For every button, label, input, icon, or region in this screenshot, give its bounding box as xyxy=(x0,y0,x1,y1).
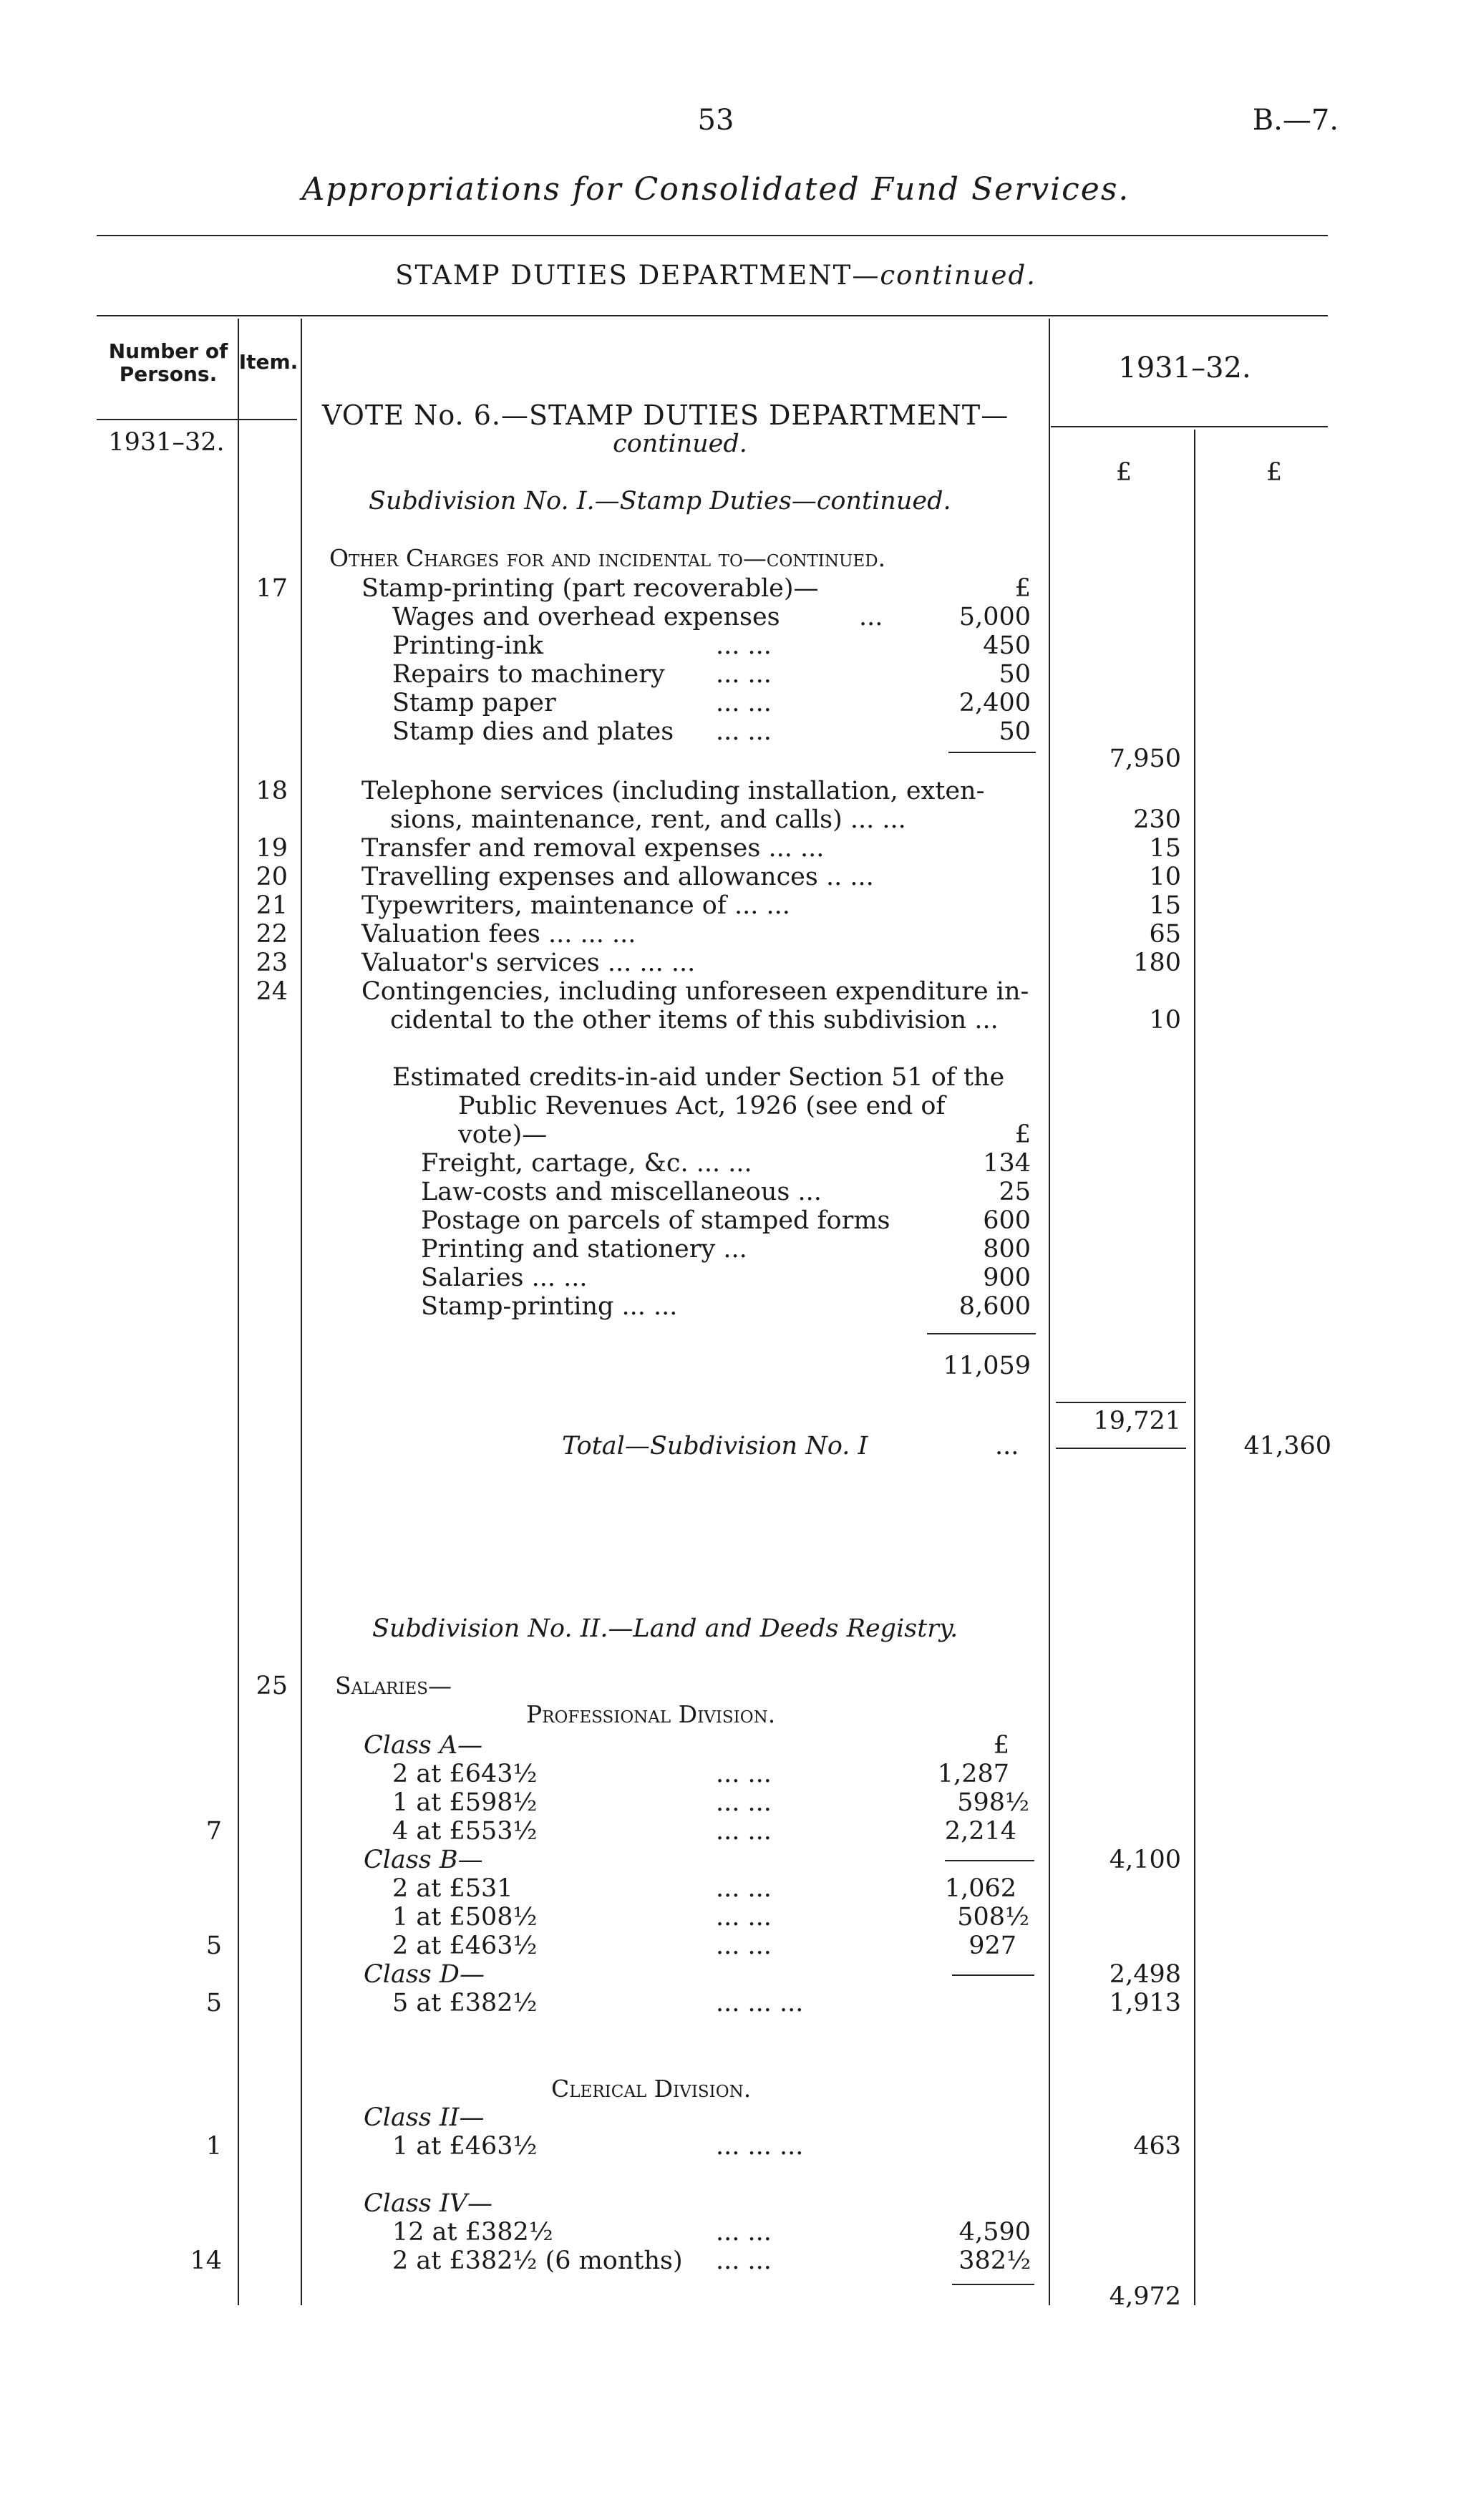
salary-amount: 4,590 xyxy=(958,2218,1031,2247)
credit-text: Law-costs and miscellaneous ... xyxy=(421,1178,822,1206)
class-heading: Class B— xyxy=(364,1846,483,1874)
line-text: Stamp paper xyxy=(392,689,556,717)
line-text: Repairs to machinery xyxy=(392,660,665,689)
other-charges-heading: Other Charges for and incidental to—continued. xyxy=(329,544,886,572)
class-rule xyxy=(945,1860,1034,1861)
class-rule xyxy=(952,2284,1034,2285)
line-dots: ... ... xyxy=(716,631,772,660)
class-rule xyxy=(952,1974,1034,1976)
class-heading: Class D— xyxy=(364,1960,485,1989)
item-text: Transfer and removal expenses ... ... xyxy=(361,834,825,863)
year-header-rule xyxy=(1051,426,1328,427)
line-amount: 450 xyxy=(983,631,1031,660)
subdivision-2-title: Subdivision No. II.—Land and Deeds Registry. xyxy=(372,1614,958,1643)
credit-text: Printing and stationery ... xyxy=(421,1235,747,1264)
subtotal-rule xyxy=(1056,1402,1186,1403)
item-total: 15 xyxy=(1149,834,1181,863)
class-heading: Class A— xyxy=(364,1731,483,1760)
item-total: 10 xyxy=(1149,863,1181,891)
item-text: Contingencies, including unforeseen expenditure in- xyxy=(361,977,1029,1006)
line-amount: 5,000 xyxy=(958,603,1031,631)
item-total: 65 xyxy=(1149,920,1181,949)
item-text-continued: cidental to the other items of this subdivision ... xyxy=(390,1006,999,1034)
credits-intro: Public Revenues Act, 1926 (see end of xyxy=(458,1092,946,1120)
salary-dots: ... ... xyxy=(716,2247,772,2275)
credit-amount: 8,600 xyxy=(958,1292,1031,1321)
line-text: Printing-ink xyxy=(392,631,543,660)
header-rule xyxy=(97,235,1328,236)
salaries-heading: Salaries— xyxy=(335,1672,452,1700)
item-column-left-rule xyxy=(238,319,239,2305)
salary-dots: ... ... xyxy=(716,2218,772,2247)
item-number: 18 xyxy=(256,777,288,805)
salary-dots: ... ... xyxy=(716,1903,772,1932)
salary-line: 1 at £508½ xyxy=(392,1903,538,1932)
salary-amount: 1,062 xyxy=(944,1874,1016,1903)
salary-amount: 382½ xyxy=(958,2247,1031,2275)
item-number: 22 xyxy=(256,920,288,949)
item-total: 15 xyxy=(1149,891,1181,920)
persons-year: 1931–32. xyxy=(108,428,225,457)
credit-text: Postage on parcels of stamped forms xyxy=(421,1206,890,1235)
line-text: Stamp dies and plates xyxy=(392,717,674,746)
credit-amount: 800 xyxy=(983,1235,1031,1264)
subtotal-rule xyxy=(1056,1448,1186,1449)
line-text: Wages and overhead expenses xyxy=(392,603,780,631)
subdivision-1-subtotal: 19,721 xyxy=(1093,1407,1181,1435)
amount-column-middle-rule xyxy=(1194,430,1195,2305)
line-amount: 50 xyxy=(999,660,1031,689)
credits-intro: vote)— xyxy=(458,1120,548,1149)
salary-amount: 508½ xyxy=(957,1903,1029,1932)
amount-column-left-rule xyxy=(1049,319,1050,2305)
item-column-header: Item. xyxy=(238,350,298,374)
persons-count: 5 xyxy=(205,1932,222,1960)
item-number: 24 xyxy=(256,977,288,1006)
salary-amount: 598½ xyxy=(957,1788,1029,1817)
persons-column-header: Number of Persons. xyxy=(108,339,228,386)
line-amount: 2,400 xyxy=(958,689,1031,717)
credit-text: Salaries ... ... xyxy=(421,1264,588,1292)
vote-heading: VOTE No. 6.—STAMP DUTIES DEPARTMENT— xyxy=(322,399,1009,431)
item-total: 180 xyxy=(1133,949,1181,977)
subtotal-rule xyxy=(948,752,1036,753)
pound-sign: £ xyxy=(1014,1120,1031,1149)
credit-text: Freight, cartage, &c. ... ... xyxy=(421,1149,752,1178)
credit-amount: 134 xyxy=(983,1149,1031,1178)
salary-dots: ... ... xyxy=(716,1874,772,1903)
class-heading: Class II— xyxy=(364,2103,485,2132)
salary-dots: ... ... xyxy=(716,1760,772,1788)
page-number: 53 xyxy=(697,104,734,137)
year-column-header: 1931–32. xyxy=(1118,352,1251,384)
credits-rule xyxy=(927,1333,1036,1334)
table-top-rule xyxy=(97,315,1328,316)
professional-division-heading: Professional Division. xyxy=(526,1700,776,1728)
salary-dots: ... ... xyxy=(716,1817,772,1846)
persons-count: 14 xyxy=(190,2247,222,2275)
item-text: Typewriters, maintenance of ... ... xyxy=(361,891,790,920)
credit-amount: 600 xyxy=(983,1206,1031,1235)
class-total: 463 xyxy=(1133,2132,1181,2161)
persons-header-rule xyxy=(97,419,297,420)
line-dots: ... ... xyxy=(716,689,772,717)
persons-count: 7 xyxy=(205,1817,222,1846)
salary-line: 1 at £463½ xyxy=(392,2132,538,2161)
salary-dots: ... ... ... xyxy=(716,1989,804,2017)
salary-amount: 1,287 xyxy=(937,1760,1009,1788)
page-reference: B.—7. xyxy=(1252,104,1339,137)
item-text: Travelling expenses and allowances .. ... xyxy=(361,863,874,891)
salary-dots: ... ... xyxy=(716,1932,772,1960)
persons-count: 5 xyxy=(205,1989,222,2017)
department-title: STAMP DUTIES DEPARTMENT—continued. xyxy=(395,260,1037,291)
item-text: Telephone services (including installation, exten- xyxy=(361,777,985,805)
class-total: 4,100 xyxy=(1109,1846,1181,1874)
line-dots: ... ... xyxy=(716,717,772,746)
salary-line: 2 at £382½ (6 months) xyxy=(392,2247,683,2275)
salary-line: 12 at £382½ xyxy=(392,2218,553,2247)
subdivision-1-title: Subdivision No. I.—Stamp Duties—continued. xyxy=(369,487,951,515)
line-dots: ... xyxy=(859,603,883,631)
item-number: 25 xyxy=(256,1672,288,1700)
credit-text: Stamp-printing ... ... xyxy=(421,1292,678,1321)
item-text-continued: sions, maintenance, rent, and calls) ... ... xyxy=(390,805,906,834)
clerical-division-heading: Clerical Division. xyxy=(551,2075,752,2103)
line-dots: ... ... xyxy=(716,660,772,689)
persons-count: 1 xyxy=(205,2132,222,2161)
class-heading: Class IV— xyxy=(364,2189,492,2218)
credits-total: 11,059 xyxy=(943,1352,1031,1380)
credit-amount: 900 xyxy=(983,1264,1031,1292)
salary-line: 2 at £463½ xyxy=(392,1932,538,1960)
salary-line: 4 at £553½ xyxy=(392,1817,538,1846)
total-subdivision-1-label: Total—Subdivision No. I xyxy=(562,1432,868,1460)
salary-line: 2 at £531 xyxy=(392,1874,513,1903)
vote-continued: continued. xyxy=(613,430,747,458)
item-number: 19 xyxy=(256,834,288,863)
pound-sign: £ xyxy=(993,1731,1009,1760)
total-dots: ... xyxy=(995,1432,1019,1460)
salary-line: 2 at £643½ xyxy=(392,1760,538,1788)
salary-dots: ... ... xyxy=(716,1788,772,1817)
pound-left: £ xyxy=(1115,458,1132,487)
class-total: 4,972 xyxy=(1109,2282,1181,2311)
item-column-right-rule xyxy=(301,319,302,2305)
item-number: 17 xyxy=(256,574,288,603)
class-total: 2,498 xyxy=(1109,1960,1181,1989)
pound-right: £ xyxy=(1266,458,1283,487)
line-amount: 50 xyxy=(999,717,1031,746)
item-number: 20 xyxy=(256,863,288,891)
stamp-printing-total: 7,950 xyxy=(1109,745,1181,773)
salary-amount: 2,214 xyxy=(944,1817,1016,1846)
item-total: 10 xyxy=(1149,1006,1181,1034)
line-text: Stamp-printing (part recoverable)— xyxy=(361,574,819,603)
credit-amount: 25 xyxy=(999,1178,1031,1206)
page-title: Appropriations for Consolidated Fund Services. xyxy=(301,171,1130,208)
item-number: 23 xyxy=(256,949,288,977)
item-total: 230 xyxy=(1133,805,1181,834)
class-total: 1,913 xyxy=(1109,1989,1181,2017)
item-text: Valuation fees ... ... ... xyxy=(361,920,636,949)
credits-intro: Estimated credits-in-aid under Section 51 of the xyxy=(392,1063,1005,1092)
grand-total: 41,360 xyxy=(1243,1432,1331,1460)
item-number: 21 xyxy=(256,891,288,920)
salary-line: 1 at £598½ xyxy=(392,1788,538,1817)
pound-sign: £ xyxy=(1014,574,1031,603)
salary-line: 5 at £382½ xyxy=(392,1989,538,2017)
salary-amount: 927 xyxy=(968,1932,1016,1960)
salary-dots: ... ... ... xyxy=(716,2132,804,2161)
item-text: Valuator's services ... ... ... xyxy=(361,949,696,977)
